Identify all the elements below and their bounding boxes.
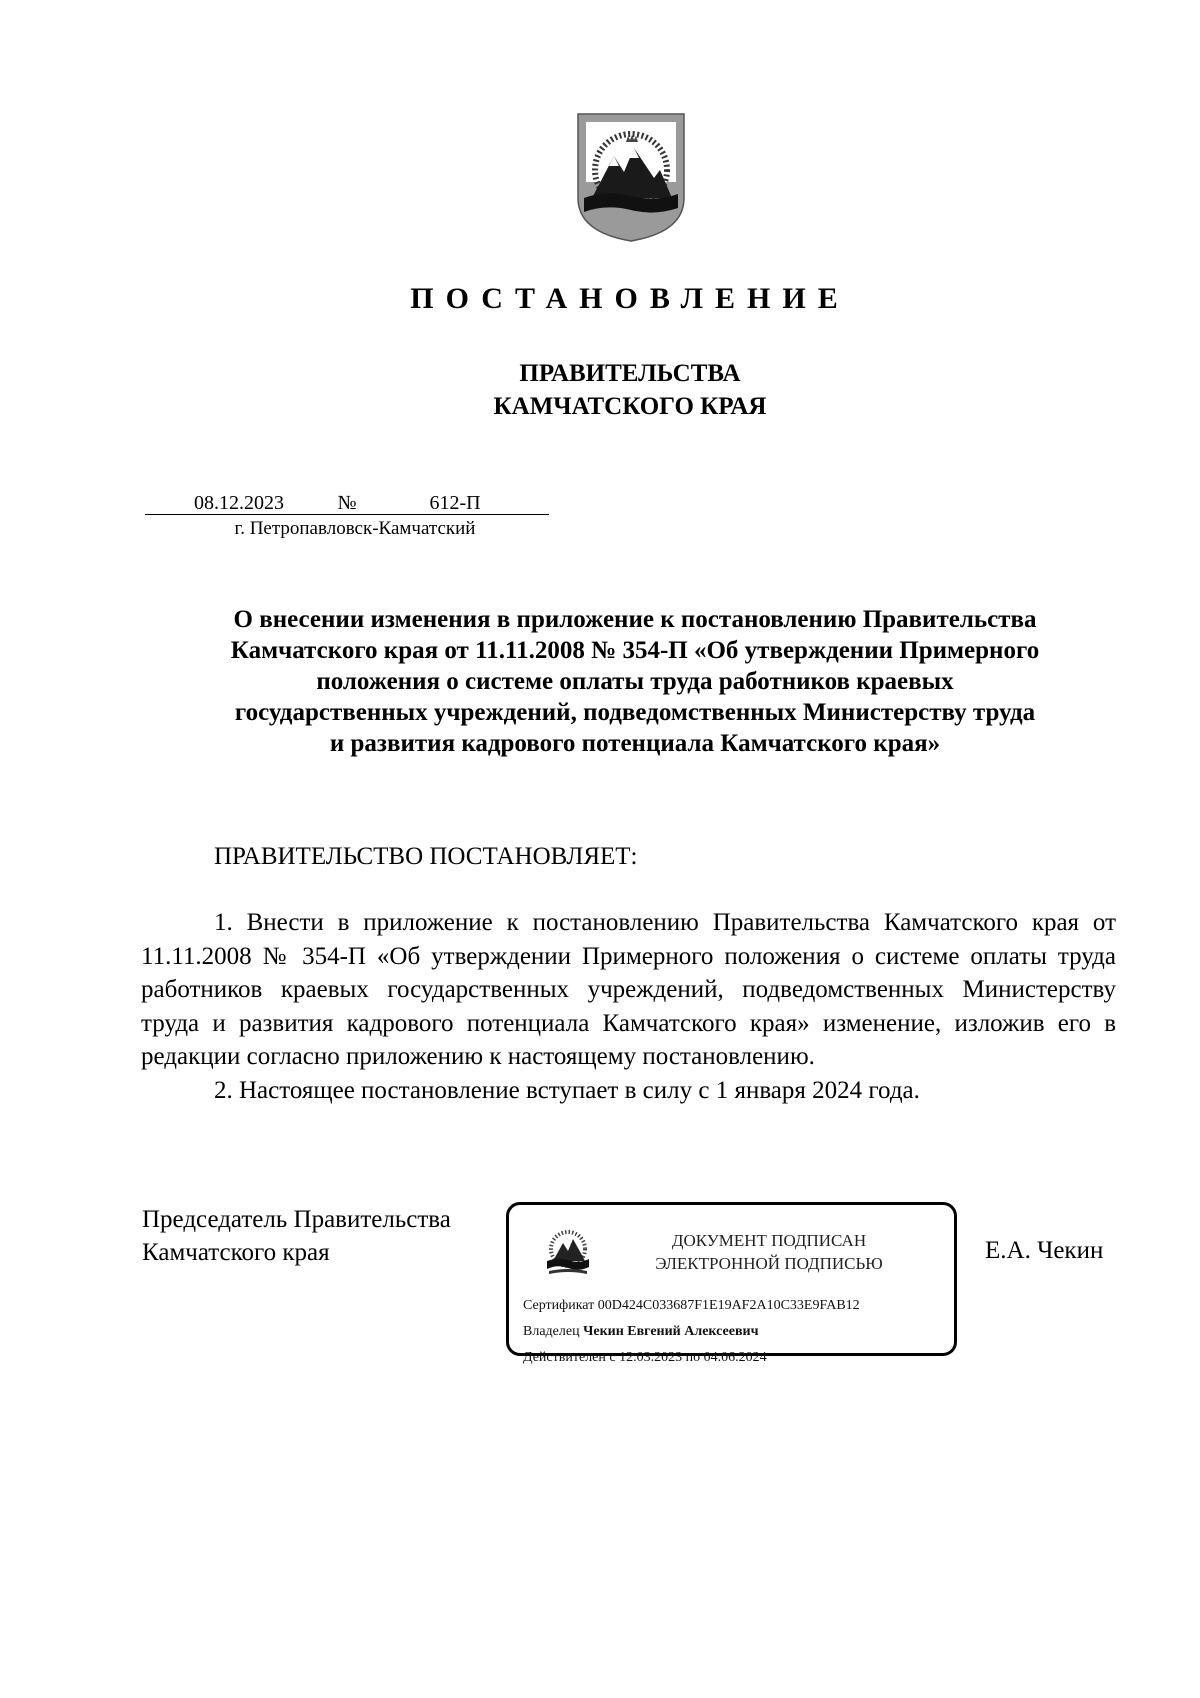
stamp-details (523, 1293, 860, 1371)
document-type: ПОСТАНОВЛЕНИЕ (410, 282, 850, 315)
city: г. Петропавловск-Камчатский (234, 518, 476, 539)
subject-line-4: государственных учреждений, подведомственных Министерству труда (234, 699, 1036, 726)
registration-number: 612-П (361, 492, 549, 515)
certificate-label: Сертификат (523, 1298, 595, 1313)
valid-to-label: по (685, 1350, 701, 1365)
signatory-position (142, 1203, 451, 1269)
stamp-validity-row (523, 1345, 860, 1371)
stamp-title-line-2: ЭЛЕКТРОННОЙ ПОДПИСЬЮ (655, 1254, 883, 1273)
issuer (0, 357, 1200, 423)
decree-body (141, 906, 1116, 1107)
registration-date: 08.12.2023 (145, 492, 333, 515)
stamp-title (609, 1229, 929, 1275)
signatory-position-line-1: Председатель Правительства (142, 1206, 451, 1233)
subject-line-5: и развития кадрового потенциала Камчатского края» (329, 730, 941, 757)
kamchatka-coat-of-arms-icon (576, 112, 686, 243)
registration-line (145, 492, 549, 515)
valid-from: 12.03.2023 (619, 1350, 683, 1365)
kamchatka-coat-of-arms-icon (545, 1227, 591, 1279)
signatory-position-line-2: Камчатского края (142, 1239, 330, 1266)
owner-label: Владелец (523, 1324, 580, 1339)
decree-item-2: 2. Настоящее постановление вступает в силу с 1 января 2024 года. (214, 1076, 920, 1104)
certificate-value: 00D424C033687F1E19AF2A10C33E9FAB12 (597, 1298, 860, 1313)
signatory-name: Е.А. Чекин (985, 1237, 1104, 1264)
subject-line-2: Камчатского края от 11.11.2008 № 354-П «Об утверждении Примерного (230, 637, 1040, 664)
e-signature-stamp (506, 1202, 957, 1365)
document-subject (140, 604, 1130, 759)
stamp-title-line-1: ДОКУМЕНТ ПОДПИСАН (671, 1231, 867, 1250)
stamp-owner-row (523, 1319, 860, 1345)
stamp-certificate-row (523, 1293, 860, 1319)
registration-number-sign: № (333, 492, 361, 515)
owner-value: Чекин Евгений Алексеевич (583, 1324, 759, 1339)
decree-heading: ПРАВИТЕЛЬСТВО ПОСТАНОВЛЯЕТ: (214, 843, 638, 870)
decree-item-1: 1. Внести в приложение к постановлению Правительства Камчатского края от 11.11.2008 № 354-П «Об утверждении Примерного положения о системе оплаты труда работников краевых государственных учреждений, подведомственных Министерству труда и развития кадрового потенциала Камчатского края» изменение, изложив его в редакции согласно приложению к настоящему постановлению. (141, 909, 1116, 1070)
valid-to: 04.06.2024 (703, 1350, 767, 1365)
subject-line-3: положения о системе оплаты труда работников краевых (316, 668, 954, 695)
issuer-line-2: КАМЧАТСКОГО КРАЯ (493, 393, 767, 420)
issuer-line-1: ПРАВИТЕЛЬСТВА (519, 360, 741, 387)
valid-label: Действителен с (523, 1350, 616, 1365)
subject-line-1: О внесении изменения в приложение к постановлению Правительства (233, 606, 1037, 633)
